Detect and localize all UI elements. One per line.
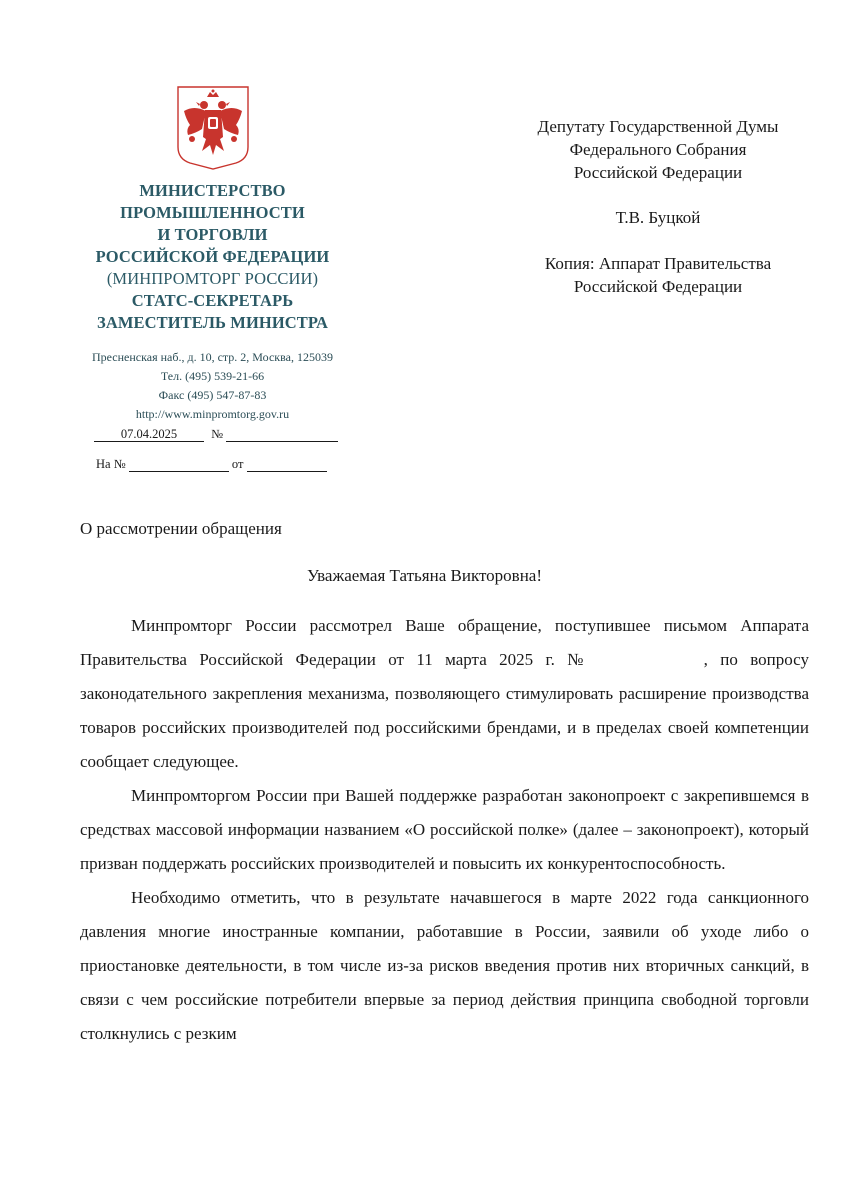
reply-from-label: от	[231, 457, 244, 471]
paragraph-1-part-b: , по вопросу законодательного закрепления механизма, позволяющего стимулировать расширение производства товаров российских производителей под российскими брендами, и в пределах своей компетенции сообщает следующее.	[80, 650, 809, 771]
reply-number-label: На №	[96, 457, 126, 471]
paragraph-1	[80, 609, 809, 779]
letterhead	[70, 180, 355, 424]
letter-body	[80, 609, 809, 1051]
copy-line-1: Копия: Аппарат Правительства	[544, 254, 772, 273]
recipient-block	[488, 115, 828, 298]
paragraph-2: Минпромторгом России при Вашей поддержке разработан законопроект с закрепившемся в средствах массовой информации названием «О российской полке» (далее – законопроект), который призван поддержать российских производителей и повысить их конкурентоспособность.	[80, 786, 809, 873]
reply-row	[96, 457, 327, 472]
letter-date: 07.04.2025	[94, 427, 204, 442]
recipient-name: Т.В. Буцкой	[615, 208, 701, 227]
coat-of-arms-emblem	[176, 85, 250, 171]
recipient-line-2: Федерального Собрания	[569, 140, 747, 159]
number-label: №	[211, 427, 224, 441]
paragraph-1-part-a: Минпромторг России рассмотрел Ваше обращение, поступившее письмом Аппарата Правительства Российской Федерации от 11 марта 2025 г. №	[80, 616, 809, 669]
org-name-line-2: ПРОМЫШЛЕННОСТИ	[120, 203, 305, 222]
fax: Факс (495) 547-87-83	[158, 388, 267, 402]
position-line-2: ЗАМЕСТИТЕЛЬ МИНИСТРА	[97, 313, 328, 332]
org-name-line-1: МИНИСТЕРСТВО	[139, 181, 286, 200]
reply-date-field	[247, 457, 327, 472]
recipient-line-3: Российской Федерации	[573, 163, 743, 182]
address: Пресненская наб., д. 10, стр. 2, Москва, 125039	[92, 350, 333, 364]
contact-block	[70, 348, 355, 424]
paragraph-3: Необходимо отметить, что в результате начавшегося в марте 2022 года санкционного давления многие иностранные компании, работавшие в России, заявили об уходе либо о приостановке деятельности, в том числе из-за рисков введения против них вторичных санкций, в связи с чем российские потребители впервые за период действия принципа свободной торговли столкнулись с резким	[80, 888, 809, 1043]
phone: Тел. (495) 539-21-66	[160, 369, 265, 383]
org-short-name: (МИНПРОМТОРГ РОССИИ)	[106, 269, 319, 288]
letter-subject: О рассмотрении обращения	[80, 519, 282, 538]
recipient-line-1: Депутату Государственной Думы	[537, 117, 779, 136]
letter-number-field	[226, 427, 338, 442]
greeting: Уважаемая Татьяна Викторовна!	[306, 566, 543, 585]
org-name-line-4: РОССИЙСКОЙ ФЕДЕРАЦИИ	[95, 247, 330, 266]
website: http://www.minpromtorg.gov.ru	[135, 407, 290, 421]
position-line-1: СТАТС-СЕКРЕТАРЬ	[131, 291, 294, 310]
reply-number-field	[129, 457, 229, 472]
org-name-line-3: И ТОРГОВЛИ	[157, 225, 268, 244]
copy-line-2: Российской Федерации	[573, 277, 743, 296]
registration-row	[94, 427, 338, 442]
